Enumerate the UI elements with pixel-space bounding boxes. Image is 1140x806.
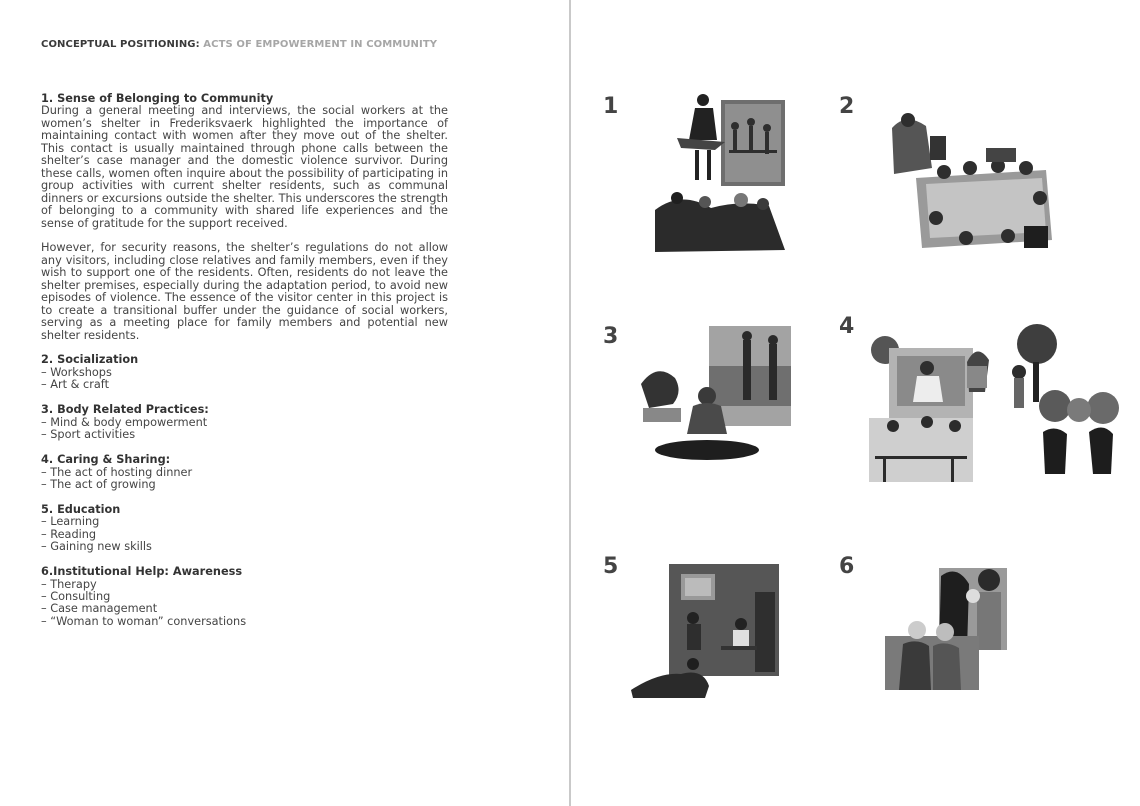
section-heading-1: 1. Sense of Belonging to Community bbox=[41, 92, 274, 105]
header-title: CONCEPTUAL POSITIONING: bbox=[41, 39, 200, 50]
dinner-collage-icon bbox=[886, 108, 1056, 256]
panel-number-1: 1 bbox=[603, 94, 619, 119]
section-heading-4: 4. Caring & Sharing: bbox=[41, 453, 171, 467]
section-4 bbox=[41, 454, 448, 491]
list-item: – Learning bbox=[41, 515, 100, 529]
list-item: – Case management bbox=[41, 602, 158, 616]
panel-number-3: 3 bbox=[603, 324, 619, 349]
panel-number-5: 5 bbox=[603, 554, 619, 579]
list-item: – “Woman to woman” conversations bbox=[41, 614, 247, 628]
conversation-collage-icon bbox=[883, 566, 1011, 692]
section-6 bbox=[41, 566, 448, 628]
list-item: – The act of hosting dinner bbox=[41, 465, 193, 479]
reading-collage-icon bbox=[629, 562, 785, 702]
section-5 bbox=[41, 504, 448, 554]
list-item: – Workshops bbox=[41, 365, 112, 379]
list-item: – The act of growing bbox=[41, 477, 156, 491]
section-2 bbox=[41, 354, 448, 391]
panel-number-2: 2 bbox=[839, 94, 855, 119]
panel-number-4: 4 bbox=[839, 314, 855, 339]
list-item: – Art & craft bbox=[41, 378, 110, 392]
section-heading-3: 3. Body Related Practices: bbox=[41, 403, 209, 417]
list-item: – Consulting bbox=[41, 590, 111, 604]
left-page bbox=[0, 0, 569, 806]
list-item: – Sport activities bbox=[41, 428, 136, 442]
list-item: – Gaining new skills bbox=[41, 540, 152, 554]
right-page bbox=[571, 0, 1140, 806]
section-heading-5: 5. Education bbox=[41, 502, 121, 516]
yoga-collage-icon bbox=[637, 322, 797, 464]
intro-paragraph-2: However, for security reasons, the shelter’s regulations do not allow any visitors, including close relatives and family members, even if they wish to support one of the residents. Often, residents do not leave the shelter premises, especially during the adaptation period, to avoid new episodes of violence. The essence of the visitor center in this project is to create a transitional buffer under the guidance of social workers, serving as a meeting place for family members and potential new shelter residents. bbox=[41, 241, 448, 342]
section-heading-2: 2. Socialization bbox=[41, 353, 139, 367]
page-header bbox=[41, 39, 437, 50]
panel-number-6: 6 bbox=[839, 554, 855, 579]
section-3 bbox=[41, 404, 448, 441]
intro-paragraph-1: During a general meeting and interviews, the social workers at the women’s shelter in Frederiksvaerk highlighted the importance of maintaining contact with women after they move out of the shelter. This contact is usually maintained through phone calls between the shelter’s case manager and the domestic violence survivor. During these calls, women often inquire about the possibility of participating in group activities with current shelter residents, such as communal dinners or excursions outside the shelter. This underscores the strength of belonging to a community with shared life experiences and the sense of gratitude for the support received. bbox=[41, 104, 448, 230]
section-heading-6: 6.Institutional Help: Awareness bbox=[41, 565, 243, 579]
list-item: – Mind & body empowerment bbox=[41, 415, 208, 429]
header-subtitle: ACTS OF EMPOWERMENT IN COMMUNITY bbox=[203, 39, 438, 50]
body-text bbox=[41, 93, 448, 641]
list-item: – Therapy bbox=[41, 577, 97, 591]
dance-collage-icon bbox=[651, 90, 796, 255]
list-item: – Reading bbox=[41, 527, 97, 541]
garden-collage-icon bbox=[867, 322, 1131, 484]
